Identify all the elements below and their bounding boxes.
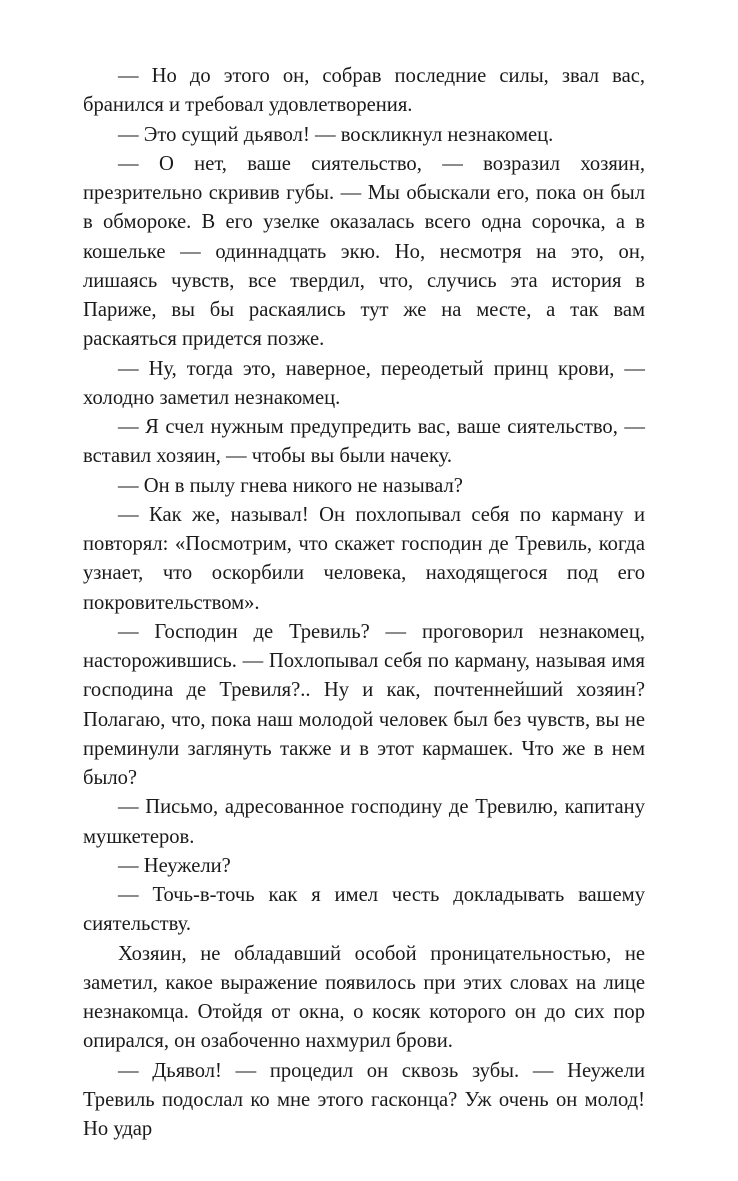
paragraph-4: — Ну, тогда это, наверное, переодетый принц крови, — холодно заметил незнакомец. — [83, 357, 645, 409]
paragraph-3: — О нет, ваше сиятельство, — возразил хозяин, презрительно скривив губы. — Мы обыскали его, пока он был в обмороке. В его узелке оказалась всего одна сорочка, а в кошельке — одиннадцать экю. Но, несмотря на это, он, лишаясь чувств, все твердил, что, случись эта история в Париже, вы бы раскаялись тут же на месте, а так вам раскаяться придется позже. — [83, 152, 645, 351]
book-page — [83, 62, 645, 1144]
paragraph-2: — Это сущий дьявол! — воскликнул незнакомец. — [118, 123, 554, 146]
paragraph-13: — Дьявол! — процедил он сквозь зубы. — Неужели Тревиль подослал ко мне этого гасконца? Уж очень он молод! Но удар — [83, 1059, 645, 1140]
paragraph-6: — Он в пылу гнева никого не называл? — [118, 474, 463, 497]
paragraph-9: — Письмо, адресованное господину де Тревилю, капитану мушкетеров. — [83, 796, 645, 848]
paragraph-8: — Господин де Тревиль? — проговорил незнакомец, насторожившись. — Похлопывал себя по карману, называя имя господина де Тревиля?.. Ну и как, почтеннейший хозяин? Полагаю, что, пока наш молодой человек был без чувств, вы не преминули заглянуть также и в этот кармашек. Что же в нем было? — [83, 620, 645, 789]
paragraph-10: — Неужели? — [118, 854, 231, 877]
paragraph-12: Хозяин, не обладавший особой проницательностью, не заметил, какое выражение появилось при этих словах на лице незнакомца. Отойдя от окна, о косяк которого он до сих пор опирался, он озабоченно нахмурил брови. — [83, 942, 645, 1053]
paragraph-5: — Я счел нужным предупредить вас, ваше сиятельство, — вставил хозяин, — чтобы вы были начеку. — [83, 416, 645, 468]
paragraph-11: — Точь-в-точь как я имел честь докладывать вашему сиятельству. — [83, 884, 645, 936]
paragraph-1: — Но до этого он, собрав последние силы, звал вас, бранился и требовал удовлетворения. — [83, 65, 645, 117]
paragraph-7: — Как же, называл! Он похлопывал себя по карману и повторял: «Посмотрим, что скажет господин де Тревиль, когда узнает, что оскорбили человека, находящегося под его покровительством». — [83, 503, 645, 614]
